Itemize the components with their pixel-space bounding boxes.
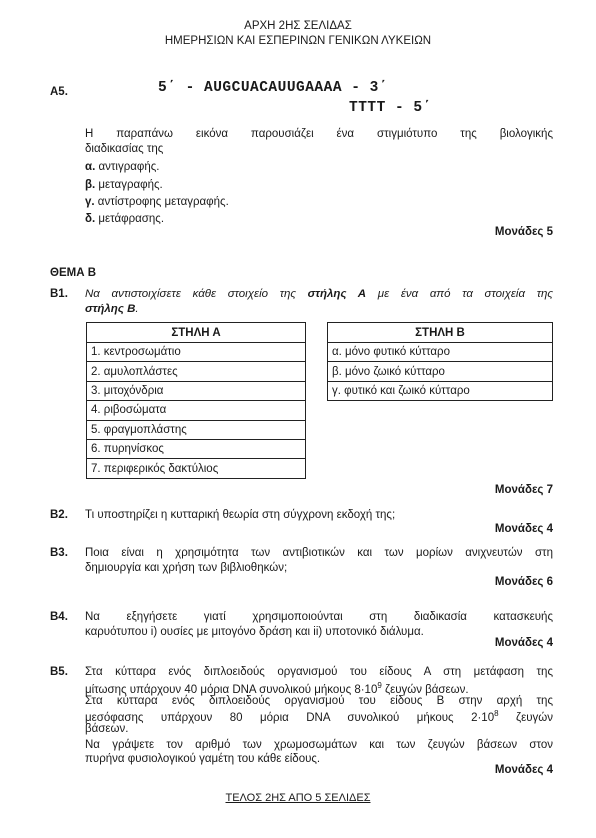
column-a-item: 3. μιτοχόνδρια xyxy=(87,381,306,400)
question-a5-label: Α5. xyxy=(50,86,68,98)
question-b2-label: Β2. xyxy=(50,509,68,521)
b5-para2-line2: μεσόφασης υπάρχουν 80 μόρια DNA συνολικού μήκους $2\cdot 10^8$ ζευγών xyxy=(85,709,553,724)
column-b-table xyxy=(327,322,553,401)
column-a-table xyxy=(86,322,306,479)
section-title-theme-b: ΘΕΜΑ Β xyxy=(50,267,96,279)
b5-para2-line3: βάσεων. xyxy=(85,723,129,735)
column-a-item: 5. φραγμοπλάστης xyxy=(87,420,306,439)
b5-para3-line1: Να γράψετε τον αριθμό των χρωμοσωμάτων και των ζευγών βάσεων στον xyxy=(85,739,553,751)
b1-instruction-line1: Να αντιστοιχίσετε κάθε στοιχείο της στήλης Α με ένα από τα στοιχεία της xyxy=(85,288,553,300)
a5-question-line2: διαδικασίας της xyxy=(85,143,164,155)
column-a-item: 1. κεντροσωμάτιο xyxy=(87,343,306,362)
b4-marks: Μονάδες 4 xyxy=(494,637,553,649)
question-b5-label: Β5. xyxy=(50,666,68,678)
mrna-sequence: 5΄ - AUGCUACAUUGAAAA - 3΄ xyxy=(158,80,389,96)
page-header-line2: ΗΜΕΡΗΣΙΩΝ ΚΑΙ ΕΣΠΕΡΙΝΩΝ ΓΕΝΙΚΩΝ ΛΥΚΕΙΩΝ xyxy=(164,35,432,47)
column-a-item: 6. πυρηνίσκος xyxy=(87,439,306,458)
b1-instruction-line2: στήλης Β. xyxy=(85,303,139,315)
column-a-item: 4. ριβοσώματα xyxy=(87,401,306,420)
question-b3-label: Β3. xyxy=(50,547,68,559)
column-b-item: γ. φυτικό και ζωικό κύτταρο xyxy=(328,381,553,400)
page-footer: ΤΕΛΟΣ 2ΗΣ ΑΠΟ 5 ΣΕΛΙΔΕΣ xyxy=(225,792,371,804)
column-b-item: β. μόνο ζωικό κύτταρο xyxy=(328,362,553,381)
question-b4-label: Β4. xyxy=(50,611,68,623)
b5-marks: Μονάδες 4 xyxy=(494,764,553,776)
column-a-header: ΣΤΗΛΗ Α xyxy=(87,323,306,343)
b5-para3-line2: πυρήνα φυσιολογικού γαμέτη του κάθε είδους. xyxy=(85,753,321,765)
question-b1-label: Β1. xyxy=(50,288,68,300)
a5-option-a: α. αντιγραφής. xyxy=(85,161,160,173)
a5-option-c: γ. αντίστροφης μεταγραφής. xyxy=(85,196,229,208)
b4-question-line1: Να εξηγήσετε γιατί χρησιμοποιούνται στη διαδικασία κατασκευής xyxy=(85,611,553,623)
column-a-item: 7. περιφερικός δακτύλιος xyxy=(87,459,306,478)
b1-marks: Μονάδες 7 xyxy=(494,484,553,496)
b2-marks: Μονάδες 4 xyxy=(494,523,553,535)
b5-para2-line1: Στα κύτταρα ενός διπλοειδούς οργανισμού του είδους Β στην αρχή της xyxy=(85,695,553,707)
column-b-item: α. μόνο φυτικό κύτταρο xyxy=(328,343,553,362)
b5-para1-line2: μίτωσης υπάρχουν 40 μόρια DNA συνολικού μήκους $8\cdot 10^9$ ζευγών βάσεων. xyxy=(85,681,469,696)
column-b-header: ΣΤΗΛΗ Β xyxy=(328,323,553,343)
b3-question-line2: δημιουργία και χρήση των βιβλιοθηκών; xyxy=(85,562,288,574)
b5-para1-line1: Στα κύτταρα ενός διπλοειδούς οργανισμού του είδους Α στη μετάφαση της xyxy=(85,666,553,678)
a5-option-b: β. μεταγραφής. xyxy=(85,179,163,191)
a5-marks: Μονάδες 5 xyxy=(494,226,553,238)
b2-question-text: Τι υποστηρίζει η κυτταρική θεωρία στη σύγχρονη εκδοχή της; xyxy=(85,509,396,521)
b3-question-line1: Ποια είναι η χρησιμότητα των αντιβιοτικών και των μορίων ανιχνευτών στη xyxy=(85,547,553,559)
b3-marks: Μονάδες 6 xyxy=(494,576,553,588)
dna-primer-sequence: TTTT - 5΄ xyxy=(349,100,432,116)
column-a-item: 2. αμυλοπλάστες xyxy=(87,362,306,381)
b4-question-line2: καρυότυπου i) ουσίες με μιτογόνο δράση και ii) υποτονικό διάλυμα. xyxy=(85,626,424,638)
a5-question-line1: Η παραπάνω εικόνα παρουσιάζει ένα στιγμιότυπο της βιολογικής xyxy=(85,128,553,140)
a5-option-d: δ. μετάφρασης. xyxy=(85,213,165,225)
page-header-line1: ΑΡΧΗ 2ΗΣ ΣΕΛΙΔΑΣ xyxy=(244,20,352,32)
